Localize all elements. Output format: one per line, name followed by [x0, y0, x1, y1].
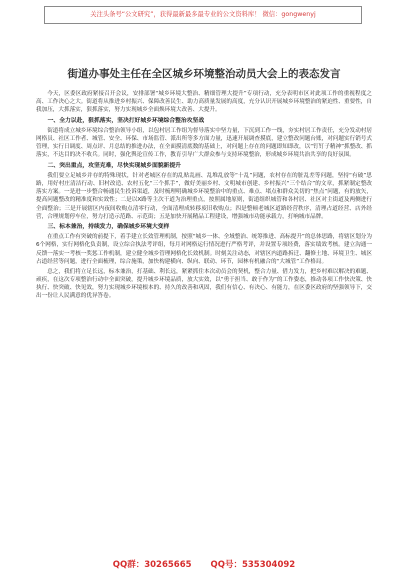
promo-banner: 关注头条号“公文研究”，获得最新最多最专业的公文资料库！ 微信：gongwenyj — [44, 6, 362, 24]
section-heading: 二、突出重点，攻坚克难，尽快实现城乡面貌新提升 — [47, 162, 181, 169]
section-heading: 三、标本兼治，持续发力，确保城乡环境大变样 — [47, 224, 170, 231]
paragraph: 我们要立足城乡并存的特殊现状，针对老城区存在的乱贴乱画、乱堆乱放等“十乱”问题，农村存在的脏乱差等问题，坚持“有破”思路，用好村庄清洁行动、旧村改造、农村五化“三个抓手”，做好美丽乡村、文明城市创建、乡村振兴“三个结合”的文章，抓紧制定整改落实方案。一是进一步整合畅通民生投诉渠道，及时梳理明确城乡环境整治中的重点、难点、堵点和群众关切的“焦点”问题，有的放矢，提高问题整改的精准度和实效性；二是以X路等主次干道为治理重点，按照属地原则，街道组织城管和各村居、社区对主街道及两侧进行全面整治；三是开展辖区内夜间收购点清零行动，全面清理成转移废旧收购点；四是整顿老城区道路经营秩序，清理占道经营、店外经营，合理规划停车位，努力打造示范路、示范街；五是加快开展精品工程建设，增强城市功能承载力，打响城市品牌。 — [36, 172, 372, 220]
section-heading: 一、全力以赴，狠抓落实，坚决打好城乡环境综合整治攻坚战 — [47, 117, 205, 124]
paragraph: 今天，区委区政府紧接召开会议，安排部署“城乡环境大整治、精细管理大提升”专项行动，充分表明市区对此项工作的重视程度之高、工作决心之大。街道将从推进乡村振兴、保障改善民生、助力高质量发展的高度，充分认识开展城乡环境整治的紧迫性、重要性，自我加压，大抓落实，狠抓落实，努力实现城乡全面焕环境大改善、大提升。 — [36, 91, 372, 114]
document-title: 街道办事处主任在全区城乡环境整治动员大会上的表态发言 — [67, 68, 341, 80]
qq-number-text: QQ号：535304092 — [210, 560, 296, 570]
qq-group-text: QQ群：30265665 — [112, 560, 192, 570]
contact-footer — [0, 558, 408, 570]
document-body — [36, 90, 372, 302]
paragraph: 总之，我们将立足长远，标本兼治，打基础、利长远，紧紧抓住本次动员会的契机，整合力量、借力发力，把乡村难以解决的难题、顽疾，在这次专项整治行动中全面突破，提升城乡环境品质，放大实效，以“勇于担当、敢于作为”的工作姿态，推动各项工作快决策、快执行、快突破、快见效，努力实现城乡环境根本的、持久的改善和巩固，我们有信心、有决心、有能力，在区委区政府的坚强领导下，交出一份让人民满意的优异答卷。 — [36, 268, 372, 300]
paragraph: 街道将成立城乡环境综合整治领导小组，以包村居工作组为督导落实中坚力量，下沉到工作一线，夯实村居工作责任，充分发动村居网格员、社区工作者、城管、安全、环保、市场监管、派出所等多方面力量，迅速开展调查摸底，建立整改问题台账，对问题实行销号式管理，实行日调度、周点评、月总结的推进办法，在全面摸清底数的基础上，对问题上存在的问题即知即改，以“钉钉子精神”抓整改、抓落实，不达目的决不收兵。同时，强化舆论宣传工作，教育引导广大群众参与支持环境整治，形成城乡环境共治共享的良好氛围。 — [36, 127, 372, 159]
paragraph: 在重点工作有突破的前提下，着手建立长效管理机制，按照“城乡一体、全域整治、统筹推进、高标提升”的总体思路，将辖区划分为6个网格，实行网格化负责制，设立综合执法考评组，每月对网格运行情况进行严格考评，并设置专项经费，落实绩效考核。建立沟通一反馈一落实一考核一奖惩工作机制，建立健全城乡管理网格化长效机制。时刻关注动态，对辖区内道路拆迁、翻修土地、环境卫生、城区占道经营等问题，进行全面梳理，综合施策，加快构建横向、纵向、联动、环节，园林有机融合的“大城管”工作格局。 — [36, 234, 372, 265]
